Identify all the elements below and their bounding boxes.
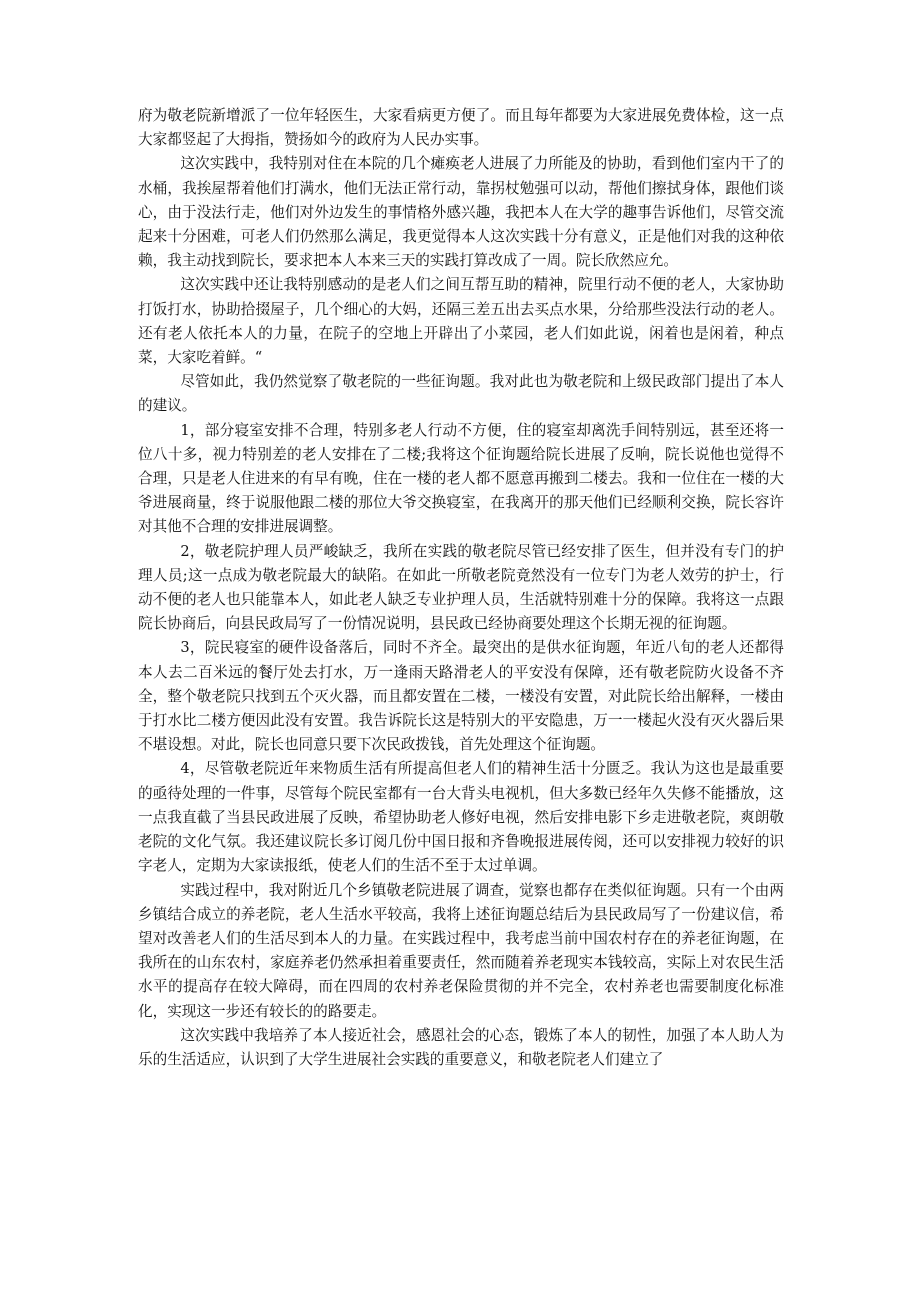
paragraph-2: 这次实践中，我特别对住在本院的几个瘫痪老人进展了力所能及的协助，看到他们室内干了的水桶，我挨屋帮着他们打满水，他们无法正常行动，靠拐杖勉强可以动，帮他们擦拭身体，跟他们谈心，由于没法行走，他们对外边发生的事情格外感兴趣，我把本人在大学的趣事告诉他们，尽管交流起来十分困难，可老人们仍然那么满足，我更觉得本人这次实践十分有意义，正是他们对我的这种依赖，我主动找到院长，要求把本人本来三天的实践打算改成了一周。院长欣然应允。 <box>138 155 784 270</box>
paragraph-7: 3，院民寝室的硬件设备落后，同时不齐全。最突出的是供水征询题，年近八旬的老人还都得本人去二百米远的餐厅处去打水，万一逢雨天路滑老人的平安没有保障，还有敬老院防火设备不齐全，整个敬老院只找到五个灭火器，而且都安置在二楼，一楼没有安置，对此院长给出解释，一楼由于打水比二楼方便因此没有安置。我告诉院长这是特别大的平安隐患，万一一楼起火没有灭火器后果不堪设想。对此，院长也同意只要下次民政拨钱，首先处理这个征询题。 <box>138 639 784 754</box>
paragraph-10: 这次实践中我培养了本人接近社会，感恩社会的心态，锻炼了本人的韧性，加强了本人助人为乐的生活适应，认识到了大学生进展社会实践的重要意义，和敬老院老人们建立了 <box>138 1026 784 1068</box>
paragraph-1: 府为敬老院新增派了一位年轻医生，大家看病更方便了。而且每年都要为大家进展免费体检，这一点大家都竖起了大拇指，赞扬如今的政府为人民办实事。 <box>138 107 784 149</box>
paragraph-6: 2，敬老院护理人员严峻缺乏，我所在实践的敬老院尽管已经安排了医生，但并没有专门的护理人员;这一点成为敬老院最大的缺陷。在如此一所敬老院竟然没有一位专门为老人效劳的护士，行动不便的老人也只能靠本人，如此老人缺乏专业护理人员，生活就特别难十分的保障。我将这一点跟院长协商后，向县民政局写了一份情况说明，县民政已经协商要处理这个长期无视的征询题。 <box>138 542 784 633</box>
paragraph-8: 4，尽管敬老院近年来物质生活有所提高但老人们的精神生活十分匮乏。我认为这也是最重要的亟待处理的一件事，尽管每个院民室都有一台大背头电视机，但大多数已经年久失修不能播放，这一点我直截了当县民政进展了反映，希望协助老人修好电视，然后安排电影下乡走进敬老院，爽朗敬老院的文化气氛。我还建议院长多订阅几份中国日报和齐鲁晚报进展传阅，还可以安排视力较好的识字老人，定期为大家读报纸，使老人们的生活不至于太过单调。 <box>138 760 784 875</box>
paragraph-9: 实践过程中，我对附近几个乡镇敬老院进展了调查，觉察也都存在类似征询题。只有一个由两乡镇结合成立的养老院，老人生活水平较高，我将上述征询题总结后为县民政局写了一份建议信，希望对改善老人们的生活尽到本人的力量。在实践过程中，我考虑当前中国农村存在的养老征询题，在我所在的山东农村，家庭养老仍然承担着重要责任，然而随着养老现实本钱较高，实际上对农民生活水平的提高存在较大障碍，而在四周的农村养老保险贯彻的并不完全，农村养老也需要制度化标准化，实现这一步还有较长的的路要走。 <box>138 881 784 1020</box>
paragraph-3: 这次实践中还让我特别感动的是老人们之间互帮互助的精神，院里行动不便的老人，大家协助打饭打水，协助拾掇屋子，几个细心的大妈，还隔三差五出去买点水果，分给那些没法行动的老人。还有老人依托本人的力量，在院子的空地上开辟出了小菜园，老人们如此说，闲着也是闲着，种点菜，大家吃着鲜。“ <box>138 276 784 367</box>
paragraph-4: 尽管如此，我仍然觉察了敬老院的一些征询题。我对此也为敬老院和上级民政部门提出了本人的建议。 <box>138 373 784 415</box>
document-body <box>138 104 784 1072</box>
paragraph-5: 1，部分寝室安排不合理，特别多老人行动不方便，住的寝室却离洗手间特别远，甚至还将一位八十多，视力特别差的老人安排在了二楼;我将这个征询题给院长进展了反响，院长说他也觉得不合理，只是老人住进来的有早有晚，住在一楼的老人都不愿意再搬到二楼去。我和一位住在一楼的大爷进展商量，终于说服他跟二楼的那位大爷交换寝室，在我离开的那天他们已经顺利交换，院长容许对其他不合理的安排进展调整。 <box>138 421 784 536</box>
